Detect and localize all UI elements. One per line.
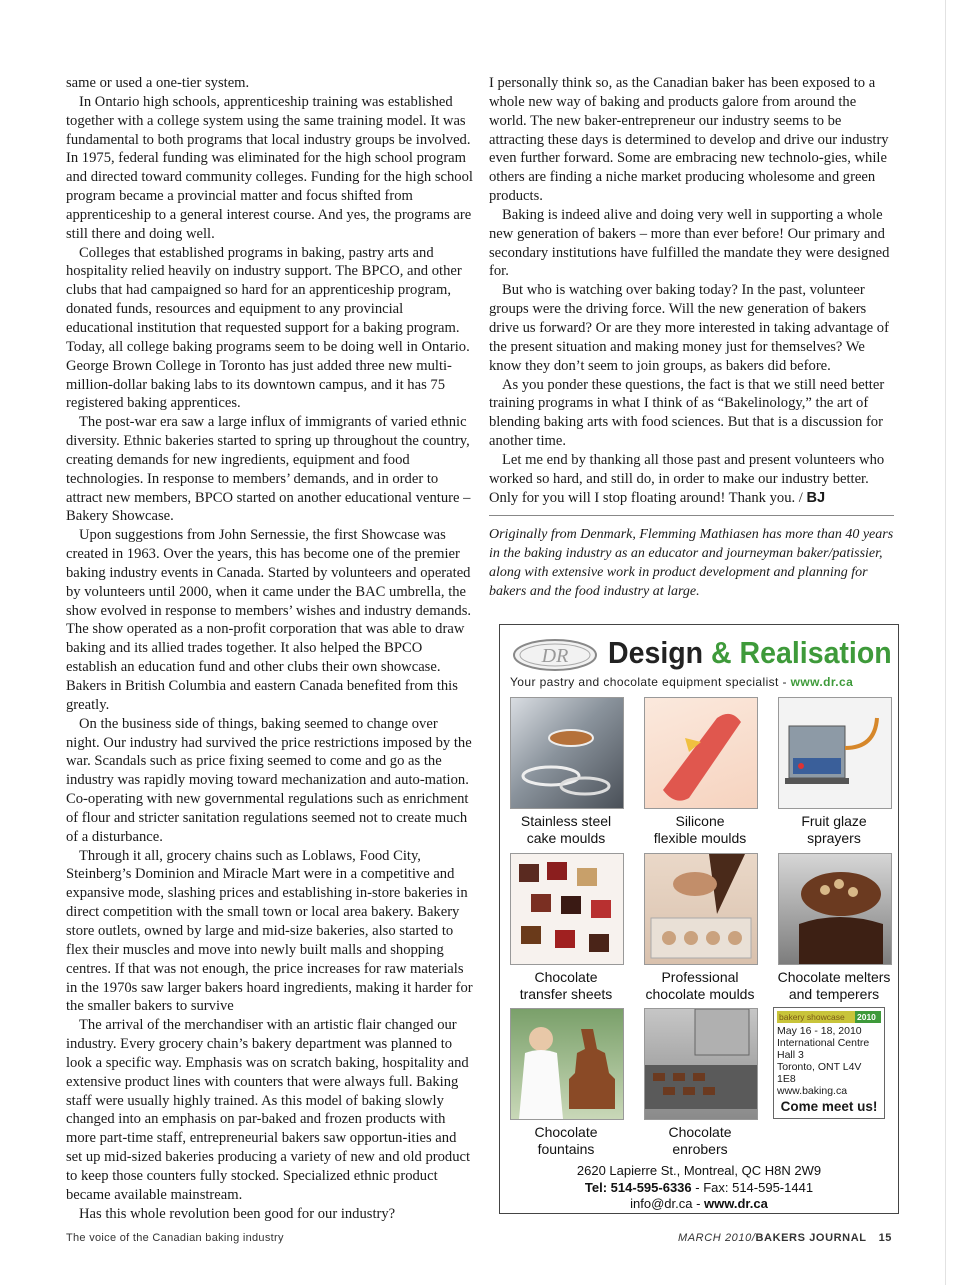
paragraph: But who is watching over baking today? In the past, volunteer groups were the driving force. Will the new generation of bakers drive us forward? Or are they more interested in taking advantage of the present situation and making money just for themselves? We know they don’t seem to join groups, as bakers did before. xyxy=(489,282,889,374)
chocolate-enrober-photo xyxy=(644,1008,758,1120)
paragraph: Baking is indeed alive and doing very well in supporting a whole new generation of bakers – more than ever before! Our primary and secondary institutions have fulfilled the mandate they were designed for. xyxy=(489,206,890,280)
fountain-icon xyxy=(511,1009,623,1119)
author-bio: Originally from Denmark, Flemming Mathiasen has more than 40 years in the baking industry as an educator and journeyman baker/patissier, along with extensive work in product development and planning for bakers and the food industry at large. xyxy=(489,527,894,599)
paragraph: The arrival of the merchandiser with an artistic flair changed our industry. Every grocery chain’s bakery department was planned to look a specific way. Emphasis was on scratch baking, hospitality and extensive product lines with counters that were always full. Baking staff were usually highly trained. As this model of baking slowly changed into an emphasis on par-baked and frozen products with more part-time staff, entrepreneurial bakers saw opportun-ities and set up mid-sized bakeries producing a variety of new and old product to keep those counters fully stocked. Specialized ethnic product became available mainstream. xyxy=(66,1017,471,1203)
paragraph: I personally think so, as the Canadian baker has been exposed to a whole new way of baking and products galore from around the world. The new baker-entrepreneur our industry seems to be attracting these days is determined to develop and drive our industry even further forward. Some are embracing new technolo-gies, while others are finding a niche market producing wholesome and green products. xyxy=(489,75,889,205)
ad-tagline-url[interactable]: www.dr.ca xyxy=(790,675,854,689)
page-edge-rule xyxy=(945,0,946,1285)
enrober-icon xyxy=(645,1009,757,1119)
paragraph: Colleges that established programs in baking, pastry arts and hospitality relied heavily on industry support. The BPCO, and other clubs that had campaigned so hard for an apprenticeship program, donated funds, resources and equipment to any provincial educational institution that requested support for a baking program. Today, all college baking programs seem to be doing well in Ontario. George Brown College in Toronto has just added three new multi-million-dollar baking labs to its downtown campus, and it has 75 registered baking apprentices. xyxy=(66,244,470,412)
paragraph: In Ontario high schools, apprenticeship training was established together with a college system using the same training model. It was fundamental to both programs that local industry groups be involved. In 1975, federal funding was eliminated for the high school program and directed toward community colleges. Funding for the high school program became a provincial matter and focus shifted from apprenticeship to a general interest course. And yes, the programs are still there and doing well. xyxy=(66,93,473,242)
product-caption xyxy=(502,969,630,1003)
right-article-column xyxy=(489,74,895,507)
closing-paragraph xyxy=(489,451,895,508)
glaze-sprayer-photo xyxy=(778,697,892,809)
paragraph: As you ponder these questions, the fact is that we still need better training programs in what I think of as “Bakelinology,” the art of blending baking arts with food sciences. But that is a discussion for another time. xyxy=(489,376,885,450)
ad-title xyxy=(608,635,892,671)
caption-line: and temperers xyxy=(788,986,880,1002)
transfer-sheets-photo xyxy=(510,853,624,965)
bio-divider xyxy=(489,515,894,516)
caption-line: Chocolate xyxy=(668,1124,732,1140)
chocolate-moulds-photo xyxy=(644,853,758,965)
steel-ring-icon xyxy=(511,698,623,808)
silicone-log-icon xyxy=(645,698,757,808)
caption-line: Chocolate melters xyxy=(777,969,891,985)
silicone-moulds-photo xyxy=(644,697,758,809)
closing-text: Let me end by thanking all those past and present volunteers who worked so hard, and still do, in order to make our industry better. Only for you will I stop floating around! Thank you. / xyxy=(489,451,885,506)
ad-email[interactable]: info@dr.ca - xyxy=(630,1196,701,1211)
design-realisation-ad xyxy=(499,624,899,1214)
piping-bag-icon xyxy=(645,854,757,964)
caption-line: Chocolate xyxy=(534,969,598,985)
ad-phone-line xyxy=(500,1180,898,1197)
footer-magazine: BAKERS JOURNAL xyxy=(755,1232,867,1244)
caption-line: fountains xyxy=(537,1141,595,1157)
paragraph: The post-war era saw a large influx of immigrants of varied ethnic diversity. Ethnic bakeries started to spring up throughout the country, creating demands for new ingredients, equipment and food technologies. In response to members’ demands, and in order to attract new members, BPCO started on another educational venture – Bakery Showcase. xyxy=(66,414,471,525)
bakery-showcase-box xyxy=(773,1007,885,1119)
product-caption xyxy=(636,1124,764,1158)
showcase-dates: May 16 - 18, 2010 xyxy=(777,1025,862,1037)
ad-tagline-text: Your pastry and chocolate equipment specialist - xyxy=(510,675,787,689)
chocolate-fountain-photo xyxy=(510,1008,624,1120)
showcase-cta: Come meet us! xyxy=(780,1099,878,1114)
ad-fax: - Fax: 514-595-1441 xyxy=(695,1179,814,1195)
caption-line: sprayers xyxy=(807,830,861,846)
footer-tagline: The voice of the Canadian baking industry xyxy=(66,1232,284,1244)
left-article-column xyxy=(66,74,474,1223)
stainless-steel-moulds-photo xyxy=(510,697,624,809)
ad-title-word2: & Realisation xyxy=(711,635,892,670)
product-tile xyxy=(636,697,764,847)
chocolate-melter-photo xyxy=(778,853,892,965)
showcase-site[interactable]: www.baking.ca xyxy=(777,1085,848,1097)
product-tile xyxy=(636,853,764,1003)
product-caption xyxy=(502,1124,630,1158)
ad-web[interactable]: www.dr.ca xyxy=(704,1196,768,1211)
caption-line: Chocolate xyxy=(534,1124,598,1140)
author-signature: BJ xyxy=(806,489,826,506)
showcase-details xyxy=(774,1023,884,1115)
caption-line: transfer sheets xyxy=(519,986,613,1002)
product-caption xyxy=(636,969,764,1003)
dr-logo-icon xyxy=(512,637,598,673)
showcase-name: bakery showcase xyxy=(777,1011,855,1023)
showcase-venue: International Centre xyxy=(777,1037,870,1049)
caption-line: Fruit glaze xyxy=(801,813,867,829)
showcase-banner xyxy=(777,1011,881,1023)
page-number: 15 xyxy=(878,1232,892,1244)
caption-line: enrobers xyxy=(672,1141,728,1157)
ad-tel: Tel: 514-595-6336 xyxy=(584,1179,692,1195)
showcase-year: 2010 xyxy=(855,1011,881,1023)
product-caption xyxy=(770,969,898,1003)
product-tile xyxy=(502,853,630,1003)
paragraph: Upon suggestions from John Sernessie, the first Showcase was created in 1963. Over the years, this has become one of the premier baking industry events in Canada. Started by volunteers and operated by volunteers until 2000, when it came under the BAC umbrella, the show evolved in response to members’ wishes and industry demands. The show operated as a non-profit corporation that was able to draw baking and its allied trades together. It also helped the BPCO establish an education fund and other clubs their own showcase. Bakers in British Columbia and eastern Canada benefited from this greatly. xyxy=(66,527,472,713)
showcase-hall: Hall 3 xyxy=(777,1049,804,1061)
caption-line: Stainless steel xyxy=(520,813,612,829)
footer-issue: MARCH 2010/ xyxy=(677,1232,756,1244)
ad-title-word1: Design xyxy=(608,635,704,670)
caption-line: cake moulds xyxy=(526,830,606,846)
product-tile xyxy=(502,1008,630,1158)
sprayer-machine-icon xyxy=(779,698,891,808)
logo-text: DR xyxy=(541,645,569,667)
paragraph: same or used a one-tier system. xyxy=(66,75,250,91)
paragraph: On the business side of things, baking seemed to change over night. Our industry had survived the price restrictions imposed by the war. Scandals such as price fixing seemed to come and go as the industry was rapidly moving toward mechanization and auto-mation. Co-operating with new governmental regulations such as enrichment of flour and stricter sanitation regulations seemed not to create much of a disturbance. xyxy=(66,715,472,845)
footer-folio xyxy=(678,1232,892,1244)
paragraph: Through it all, grocery chains such as Loblaws, Food City, Steinberg’s Dominion and Miracle Mart were in a competitive and expansive mode, slashing prices and establishing in-store bakeries in direct competition with the small town or local area bakery. Bakery store outlets, owned by large and mid-size bakeries, also started to flex their muscles and move into newly built malls and shopping centres. If that was not enough, the price increases for raw materials in the 1970s saw larger bakers hoard ingredients, making it harder for the smaller bakers to survive xyxy=(66,847,473,1015)
product-tile xyxy=(502,697,630,847)
caption-line: Silicone xyxy=(675,813,725,829)
melter-icon xyxy=(779,854,891,964)
product-caption xyxy=(770,813,898,847)
ad-header xyxy=(510,633,892,677)
showcase-city: Toronto, ONT L4V 1E8 xyxy=(777,1061,862,1085)
ad-address: 2620 Lapierre St., Montreal, QC H8N 2W9 xyxy=(576,1163,822,1178)
product-tile xyxy=(636,1008,764,1158)
ad-contact xyxy=(500,1163,898,1213)
caption-line: chocolate moulds xyxy=(645,986,755,1002)
caption-line: flexible moulds xyxy=(653,830,747,846)
paragraph: Has this whole revolution been good for our industry? xyxy=(79,1205,396,1222)
product-tile xyxy=(770,853,898,1003)
chocolate-pieces-icon xyxy=(511,854,623,964)
product-caption xyxy=(636,813,764,847)
ad-tagline xyxy=(510,675,853,689)
caption-line: Professional xyxy=(661,969,739,985)
product-caption xyxy=(502,813,630,847)
product-tile xyxy=(770,697,898,847)
ad-web-line xyxy=(500,1196,898,1213)
